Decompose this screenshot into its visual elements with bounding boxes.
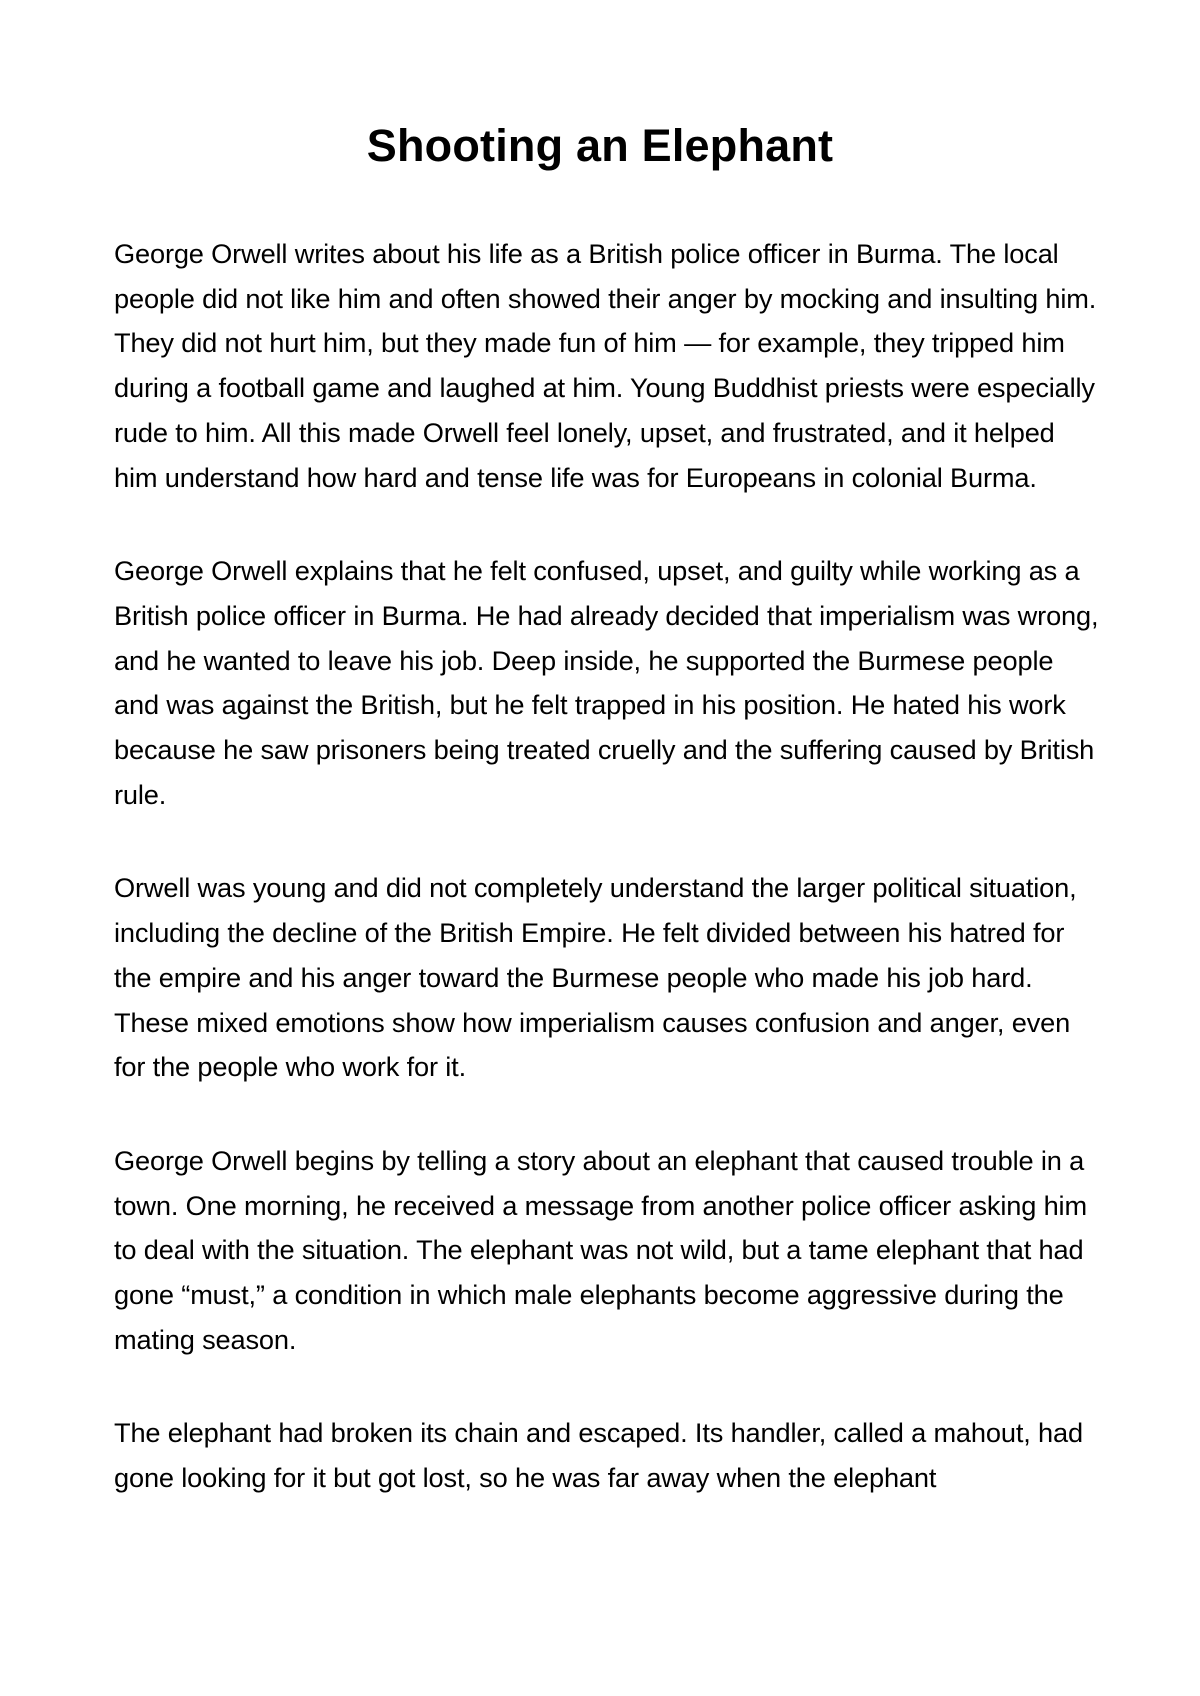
paragraph: The elephant had broken its chain and escaped. Its handler, called a mahout, had gone looking for it but got lost, so he was far away when the elephant [114,1417,1083,1494]
paragraph: Orwell was young and did not completely understand the larger political situation, including the decline of the British Empire. He felt divided between his hatred for the empire and his anger toward the Burmese people who made his job hard. These mixed emotions show how imperialism causes confusion and anger, even for the people who work for it. [114,872,1077,1083]
paragraph: George Orwell writes about his life as a British police officer in Burma. The local people did not like him and often showed their anger by mocking and insulting him. They did not hurt him, but they made fun of him — for example, they tripped him during a football game and laughed at him. Young Buddhist priests were especially rude to him. All this made Orwell feel lonely, upset, and frustrated, and it helped him understand how hard and tense life was for Europeans in colonial Burma. [114,238,1097,493]
document-body [114,232,1104,1550]
paragraph: George Orwell begins by telling a story about an elephant that caused trouble in a town. One morning, he received a message from another police officer asking him to deal with the situation. The elephant was not wild, but a tame elephant that had gone “must,” a condition in which male elephants become aggressive during the mating season. [114,1144,1087,1355]
paragraph: George Orwell explains that he felt confused, upset, and guilty while working as a British police officer in Burma. He had already decided that imperialism was wrong, and he wanted to leave his job. Deep inside, he supported the Burmese people and was against the British, but he felt trapped in his position. He hated his work because he saw prisoners being treated cruelly and the suffering caused by British rule. [114,555,1099,810]
document-title: Shooting an Elephant [366,120,834,171]
